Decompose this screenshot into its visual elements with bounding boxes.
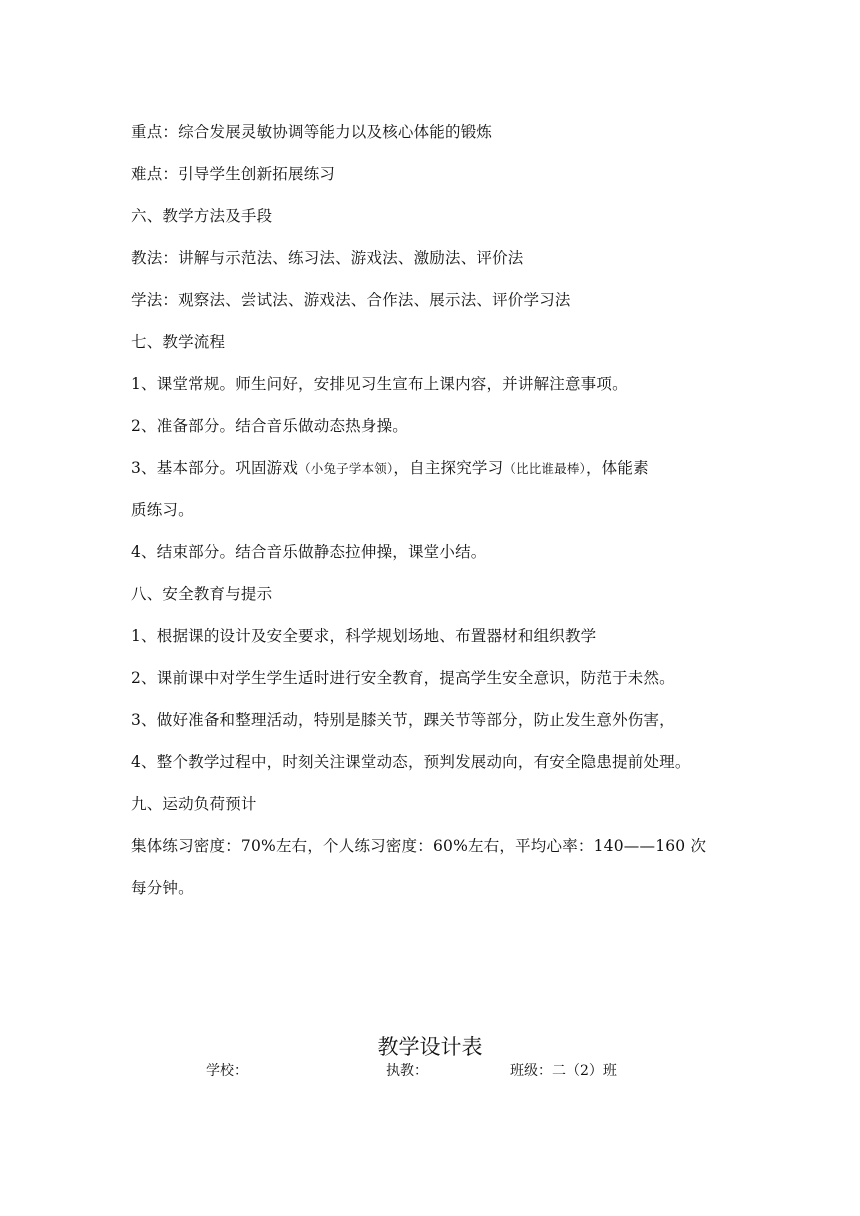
safety-item-3: 3、做好准备和整理活动，特别是膝关节，踝关节等部分，防止发生意外伤害， (131, 711, 675, 729)
section-seven-heading: 七、教学流程 (131, 333, 226, 351)
table-title: 教学设计表 (377, 1035, 483, 1059)
class-label: 班级：二（2）班 (510, 1063, 617, 1079)
step3-part-e: ，体能素 (585, 459, 649, 477)
load-estimate-cont: 每分钟。 (131, 879, 194, 897)
safety-item-2: 2、课前课中对学生学生适时进行安全教育，提高学生安全意识，防范于未然。 (131, 669, 675, 687)
step3-part-a: 3、基本部分。巩固游戏 (131, 459, 299, 477)
process-step-2: 2、准备部分。结合音乐做动态热身操。 (131, 417, 408, 435)
safety-item-1: 1、根据课的设计及安全要求，科学规划场地、布置器材和组织教学 (131, 627, 597, 645)
process-step-3-cont: 质练习。 (131, 501, 194, 519)
teacher-label: 执教： (386, 1063, 428, 1079)
load-estimate-line: 集体练习密度：70%左右，个人练习密度：60%左右，平均心率：140——160 次 (131, 837, 707, 855)
school-label: 学校： (206, 1063, 248, 1079)
step3-part-c: ，自主探究学习 (393, 459, 504, 477)
process-step-3 (131, 458, 741, 479)
step3-game-name: （小兔子学本领） (298, 461, 394, 476)
difficulty-line: 难点：引导学生创新拓展练习 (131, 165, 336, 183)
process-step-4: 4、结束部分。结合音乐做静态拉伸操，课堂小结。 (131, 543, 487, 561)
key-point-line: 重点：综合发展灵敏协调等能力以及核心体能的锻炼 (131, 123, 493, 141)
section-six-heading: 六、教学方法及手段 (131, 207, 273, 225)
teaching-method-line: 教法：讲解与示范法、练习法、游戏法、激励法、评价法 (131, 249, 524, 267)
section-eight-heading: 八、安全教育与提示 (131, 585, 273, 603)
safety-item-4: 4、整个教学过程中，时刻关注课堂动态，预判发展动向，有安全隐患提前处理。 (131, 753, 691, 771)
learning-method-line: 学法：观察法、尝试法、游戏法、合作法、展示法、评价学习法 (131, 291, 571, 309)
process-step-1: 1、课堂常规。师生问好，安排见习生宣布上课内容，并讲解注意事项。 (131, 375, 628, 393)
section-nine-heading: 九、运动负荷预计 (131, 795, 257, 813)
step3-activity-name: （比比谁最棒） (503, 461, 586, 476)
